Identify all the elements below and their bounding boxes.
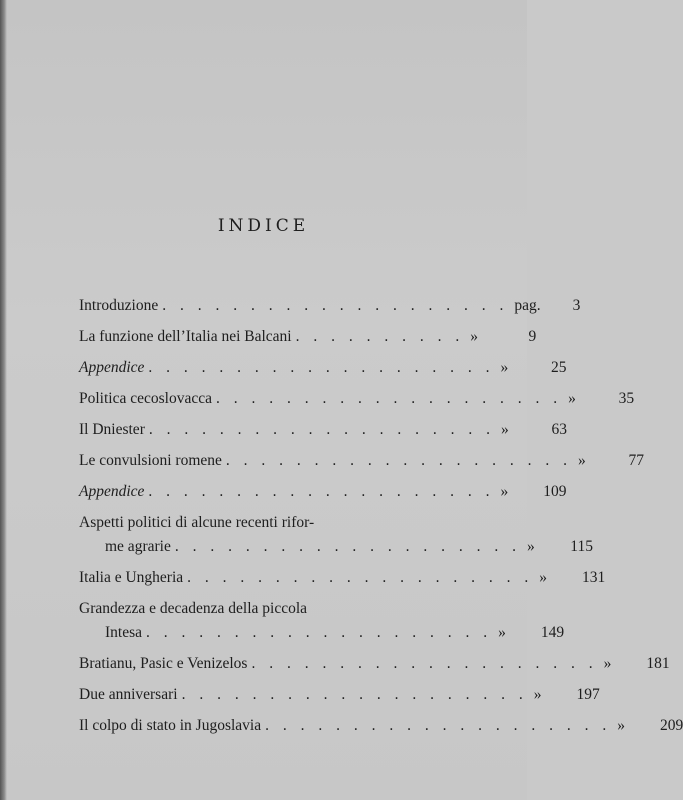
page-marker: pag. <box>514 297 541 314</box>
toc-entry-grandezza-decadenza <box>79 599 565 643</box>
page-marker: » <box>526 538 535 555</box>
toc-entry-politica-cecoslovacca <box>79 389 635 409</box>
page-number: 77 <box>628 452 645 469</box>
page-number: 109 <box>543 483 567 500</box>
entry-title: Intesa <box>105 624 143 641</box>
toc-entry-appendice-2 <box>79 482 567 502</box>
entry-title: Appendice <box>79 359 145 376</box>
dot-leader: . . . . . . . . . . . . . . . . . . . . <box>162 297 509 314</box>
page-number: 197 <box>576 686 600 703</box>
page-number: 209 <box>659 717 683 734</box>
dot-leader: . . . . . . . . . . . . . . . . . . . . <box>174 538 521 555</box>
index-title: INDICE <box>217 216 310 236</box>
toc-entry-aspetti-politici <box>79 513 593 557</box>
dot-leader: . . . . . . . . . . . . . . . . . . . . <box>215 390 563 407</box>
entry-title: La funzione dell’Italia nei Balcani <box>79 328 292 345</box>
page-number: 9 <box>528 328 537 345</box>
entry-title: Il colpo di stato in Jugoslavia <box>79 717 262 734</box>
entry-title-line1: Grandezza e decadenza della piccola <box>79 600 308 617</box>
toc-entry-due-anniversari <box>79 685 600 705</box>
page-number: 25 <box>551 359 567 376</box>
page-number: 3 <box>572 297 581 314</box>
toc-entry-bratianu-pasic <box>79 654 670 674</box>
dot-leader: . . . . . . . . . . . . . . . . . . . . <box>181 686 528 703</box>
entry-title: Bratianu, Pasic e Venizelos <box>79 655 248 672</box>
dot-leader: . . . . . . . . . . <box>295 328 465 345</box>
entry-title: Introduzione <box>79 297 159 314</box>
entry-title: me agrarie <box>105 538 171 555</box>
entry-title: Il Dniester <box>79 421 145 438</box>
page-number: 181 <box>646 655 670 672</box>
dot-leader: . . . . . . . . . . . . . . . . . . . . <box>148 483 495 500</box>
page-number: 131 <box>582 569 606 586</box>
dot-leader: . . . . . . . . . . . . . . . . . . . . <box>146 624 493 641</box>
dot-leader: . . . . . . . . . . . . . . . . . . . . <box>265 717 612 734</box>
entry-title-line1: Aspetti politici di alcune recenti rifor- <box>79 514 315 531</box>
page-edge-shadow <box>0 0 7 800</box>
page-marker: » <box>617 717 625 734</box>
page-marker: » <box>500 421 509 438</box>
table-of-contents <box>79 296 683 736</box>
page-number: 35 <box>618 390 635 407</box>
page-marker: » <box>603 655 612 672</box>
page-number: 115 <box>570 538 593 555</box>
toc-entry-introduzione <box>79 296 581 316</box>
page-marker: » <box>578 452 586 469</box>
dot-leader: . . . . . . . . . . . . . . . . . . . . <box>251 655 598 672</box>
toc-entry-convulsioni-romene <box>79 451 645 471</box>
entry-title: Due anniversari <box>79 686 178 703</box>
toc-entry-appendice-1 <box>79 358 567 378</box>
toc-entry-colpo-di-stato <box>79 716 683 736</box>
dot-leader: . . . . . . . . . . . . . . . . . . . . <box>148 421 495 438</box>
toc-entry-dniester <box>79 420 567 440</box>
entry-title: Le convulsioni romene <box>79 452 222 469</box>
toc-entry-italia-ungheria <box>79 568 606 588</box>
dot-leader: . . . . . . . . . . . . . . . . . . . . <box>187 569 534 586</box>
toc-entry-funzione-italia <box>79 327 537 347</box>
entry-title: Italia e Ungheria <box>79 569 184 586</box>
entry-title: Appendice <box>79 483 145 500</box>
page-marker: » <box>470 328 478 345</box>
page-number: 63 <box>551 421 567 438</box>
page-number: 149 <box>540 624 565 641</box>
page-marker: » <box>533 686 542 703</box>
dot-leader: . . . . . . . . . . . . . . . . . . . . <box>225 452 573 469</box>
page-marker: » <box>568 390 576 407</box>
entry-title: Politica cecoslovacca <box>79 390 212 407</box>
page-marker: » <box>500 483 509 500</box>
page-marker: » <box>539 569 548 586</box>
page-marker: » <box>498 624 506 641</box>
dot-leader: . . . . . . . . . . . . . . . . . . . . <box>148 359 495 376</box>
page-marker: » <box>500 359 509 376</box>
